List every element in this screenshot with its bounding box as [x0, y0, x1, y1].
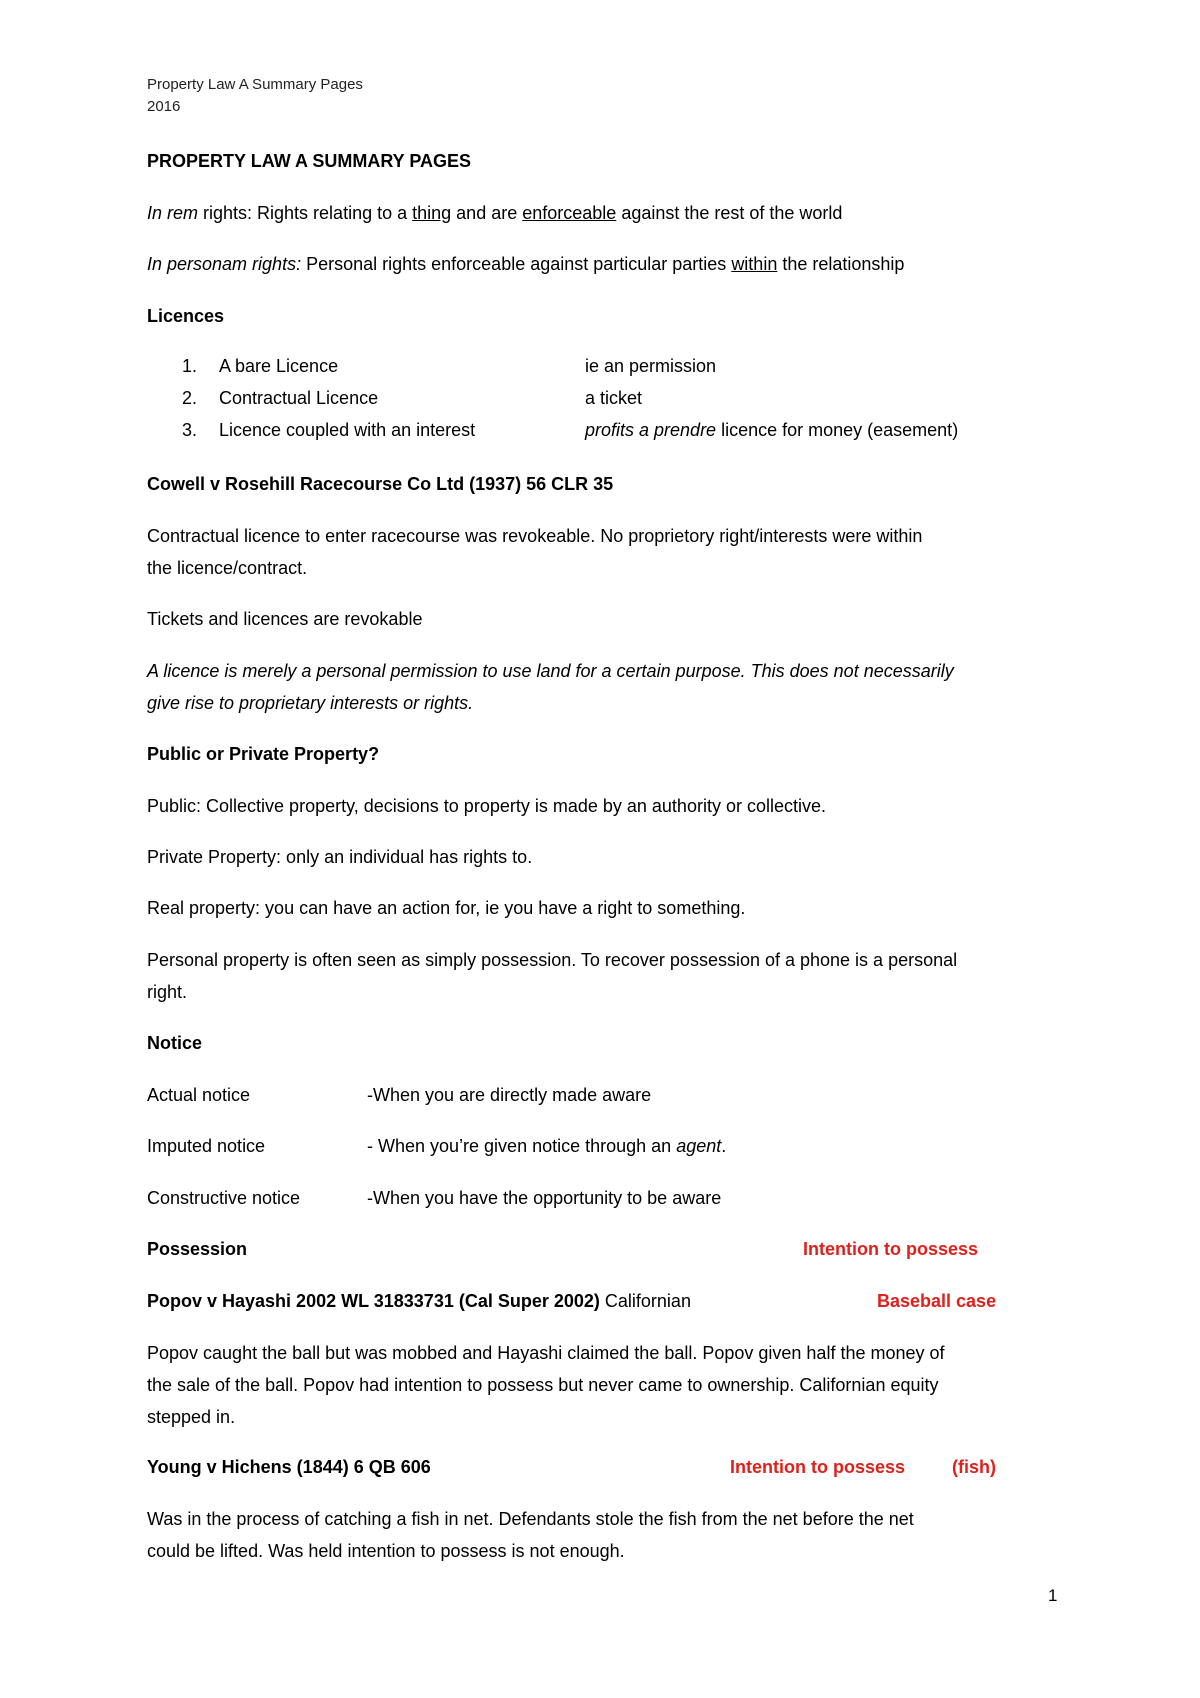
in-personam-text: the relationship [777, 254, 905, 274]
page-header [147, 74, 363, 118]
licence-desc: ie an permission [585, 356, 717, 376]
list-number: 1. [182, 356, 198, 376]
possession-heading-row [147, 1233, 1067, 1265]
notice-desc: -When you have the opportunity to be aware [367, 1188, 722, 1208]
document-title [147, 145, 1067, 177]
list-item [147, 382, 1067, 414]
list-item [147, 414, 1067, 446]
notice-desc: - When you’re given notice through an [367, 1136, 677, 1156]
notice-term: Actual notice [147, 1085, 251, 1105]
licence-desc-italic: profits a prendre [585, 420, 717, 440]
public-private-p1 [147, 790, 1067, 822]
in-rem-term: In rem [147, 203, 199, 223]
case-heading: Cowell v Rosehill Racecourse Co Ltd (1937) 56 CLR 35 [147, 474, 614, 494]
in-rem-text: rights: Rights relating to a [198, 203, 413, 223]
red-annotation: (fish) [952, 1457, 996, 1477]
licence-name: A bare Licence [219, 356, 339, 376]
in-personam-text: Personal rights enforceable against particular parties [301, 254, 732, 274]
cowell-paragraph [147, 520, 1067, 584]
paragraph-line: Personal property is often seen as simply possession. To recover possession of a phone is a personal [147, 950, 958, 970]
paragraph-line: stepped in. [147, 1407, 236, 1427]
notice-term: Imputed notice [147, 1136, 266, 1156]
header-year: 2016 [147, 98, 181, 115]
paragraph-line: Private Property: only an individual has rights to. [147, 847, 533, 867]
section-heading: Notice [147, 1033, 203, 1053]
in-rem-underline-enforceable: enforceable [522, 203, 617, 223]
paragraph-line: the licence/contract. [147, 558, 308, 578]
main-title: PROPERTY LAW A SUMMARY PAGES [147, 151, 472, 171]
licence-name: Licence coupled with an interest [219, 420, 476, 440]
notice-row [147, 1130, 1067, 1162]
in-rem-underline-thing: thing [412, 203, 452, 223]
paragraph-line: the sale of the ball. Popov had intention to possess but never came to ownership. Californian equity [147, 1375, 939, 1395]
in-personam-term: In personam rights: [147, 254, 302, 274]
notice-section [147, 1027, 1067, 1059]
public-private-p3 [147, 892, 1067, 924]
list-item [147, 350, 1067, 382]
licence-name: Contractual Licence [219, 388, 379, 408]
notice-row [147, 1079, 1067, 1111]
public-private-p2 [147, 841, 1067, 873]
public-private-section [147, 738, 1067, 770]
paragraph-line: could be lifted. Was held intention to possess is not enough. [147, 1541, 625, 1561]
paragraph-line: give rise to proprietary interests or rights. [147, 693, 474, 713]
section-heading: Licences [147, 306, 225, 326]
red-annotation: Baseball case [877, 1291, 997, 1311]
in-rem-paragraph [147, 197, 1067, 229]
red-annotation: Intention to possess [730, 1457, 906, 1477]
paragraph-line: A licence is merely a personal permission to use land for a certain purpose. This does not necessarily [147, 661, 954, 681]
in-personam-paragraph [147, 248, 1067, 280]
list-number: 2. [182, 388, 198, 408]
public-private-p4 [147, 944, 1067, 1008]
red-annotation: Intention to possess [803, 1239, 979, 1259]
licences-heading [147, 300, 1067, 332]
paragraph-line: Tickets and licences are revokable [147, 609, 423, 629]
notice-term: Constructive notice [147, 1188, 301, 1208]
licence-desc: a ticket [585, 388, 643, 408]
paragraph-line: Contractual licence to enter racecourse was revokeable. No proprietory right/interests were within [147, 526, 923, 546]
in-rem-text: against the rest of the world [616, 203, 843, 223]
paragraph-line: right. [147, 982, 188, 1002]
case-heading: Young v Hichens (1844) 6 QB 606 [147, 1457, 431, 1477]
cowell-section [147, 468, 1067, 500]
paragraph-line: Was in the process of catching a fish in net. Defendants stole the fish from the net before the net [147, 1509, 914, 1529]
in-personam-underline-within: within [731, 254, 778, 274]
popov-heading-row [147, 1285, 1067, 1317]
cowell-paragraph-2 [147, 603, 1067, 635]
notice-desc-italic: agent [676, 1136, 722, 1156]
section-heading: Public or Private Property? [147, 744, 380, 764]
cowell-paragraph-3 [147, 655, 1067, 719]
notice-desc: -When you are directly made aware [367, 1085, 652, 1105]
in-rem-text: and are [451, 203, 523, 223]
paragraph-line: Popov caught the ball but was mobbed and Hayashi claimed the ball. Popov given half the money of [147, 1343, 945, 1363]
header-title: Property Law A Summary Pages [147, 76, 363, 93]
section-heading: Possession [147, 1239, 248, 1259]
notice-desc-end: . [721, 1136, 727, 1156]
case-heading: Popov v Hayashi 2002 WL 31833731 (Cal Super 2002) [147, 1291, 600, 1311]
page-number: 1 [1048, 1586, 1058, 1605]
paragraph-line: Real property: you can have an action for, ie you have a right to something. [147, 898, 746, 918]
case-heading-suffix: Californian [599, 1291, 691, 1311]
paragraph-line: Public: Collective property, decisions to property is made by an authority or collective. [147, 796, 826, 816]
licence-desc: licence for money (easement) [716, 420, 959, 440]
popov-paragraph [147, 1337, 1067, 1433]
notice-row [147, 1182, 1067, 1214]
list-number: 3. [182, 420, 198, 440]
young-heading-row [147, 1451, 1067, 1483]
young-paragraph [147, 1503, 1067, 1567]
